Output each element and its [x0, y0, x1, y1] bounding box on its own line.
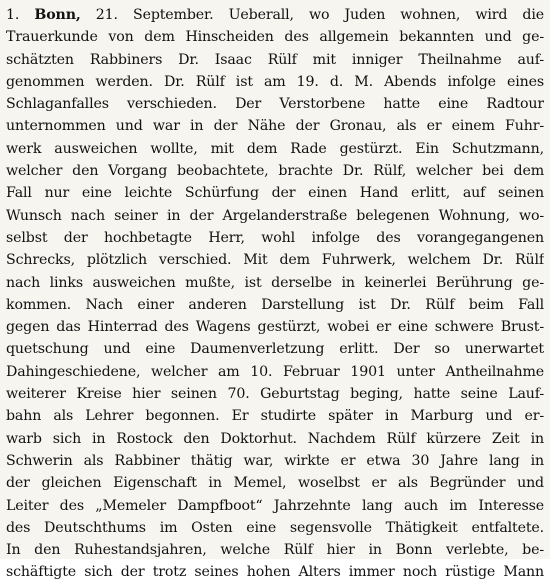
- article-line: Wunsch nach seiner in der Argelanderstraße belegenen Wohnung, wo-: [6, 207, 544, 224]
- article-number: 1.: [6, 7, 20, 23]
- article-first-line: [6, 4, 544, 26]
- article-line: nach links ausweichen mußte, ist derselbe in keinerlei Berührung ge-: [6, 274, 544, 291]
- article-line: In den Ruhestandsjahren, welche Rülf hier in Bonn verlebte, be-: [6, 542, 544, 559]
- article-line: genommen werden. Dr. Rülf ist am 19. d. M. Abends infolge eines: [6, 73, 544, 90]
- article-line: Schwerin als Rabbiner thätig war, wirkte er etwa 30 Jahre lang in: [6, 452, 544, 469]
- article-column: [6, 4, 544, 584]
- article-line: Schlaganfalles verschieden. Der Verstorbene hatte eine Radtour: [6, 96, 544, 113]
- article-line: des Deutschthums im Osten eine segensvolle Thätigkeit entfaltete.: [6, 519, 544, 536]
- article-line: Schrecks, plötzlich verschied. Mit dem Fuhrwerk, welchem Dr. Rülf: [6, 252, 544, 269]
- article-line: Trauerkunde von dem Hinscheiden des allgemein bekannten und ge-: [6, 29, 544, 46]
- article-line: Fall nur eine leichte Schürfung der einen Hand erlitt, auf seinen: [6, 185, 544, 202]
- article-line: warb sich in Rostock den Doktorhut. Nachdem Rülf kürzere Zeit in: [6, 430, 544, 447]
- article-line: unternommen und war in der Nähe der Gronau, als er einem Fuhr-: [6, 118, 544, 135]
- article-place: Bonn,: [34, 7, 81, 23]
- article-line: Leiter des „Memeler Dampfboot“ Jahrzehnte lang auch im Interesse: [6, 497, 544, 514]
- article-line: werk ausweichen wollte, mit dem Rade gestürzt. Ein Schutzmann,: [6, 140, 544, 157]
- article-line: kommen. Nach einer anderen Darstellung ist Dr. Rülf beim Fall: [6, 296, 544, 313]
- article-line: quetschung und eine Daumenverletzung erlitt. Der so unerwartet: [6, 341, 544, 358]
- article-line: der gleichen Eigenschaft in Memel, woselbst er als Begründer und: [6, 475, 544, 492]
- article-line: bahn als Lehrer begonnen. Er studirte später in Marburg und er-: [6, 408, 544, 425]
- article-line: schäftigte sich der trotz seines hohen Alters immer noch rüstige Mann: [6, 564, 544, 581]
- article-line: schätzten Rabbiners Dr. Isaac Rülf mit inniger Theilnahme auf-: [6, 51, 544, 68]
- article-line-0: Ueberall, wo Juden wohnen, wird die: [228, 7, 544, 23]
- article-line: selbst der hochbetagte Herr, wohl infolge des vorangegangenen: [6, 229, 544, 246]
- article-line: welcher den Vorgang beobachtete, brachte Dr. Rülf, welcher bei dem: [6, 163, 544, 180]
- article-line: gegen das Hinterrad des Wagens gestürzt, wobei er eine schwere Brust-: [6, 319, 544, 336]
- article-line: weiterer Kreise hier seinen 70. Geburtstag beging, hatte seine Lauf-: [6, 386, 544, 403]
- article-date: 21. September.: [95, 7, 214, 23]
- article-line: Dahingeschiedene, welcher am 10. Februar 1901 unter Antheilnahme: [6, 363, 544, 380]
